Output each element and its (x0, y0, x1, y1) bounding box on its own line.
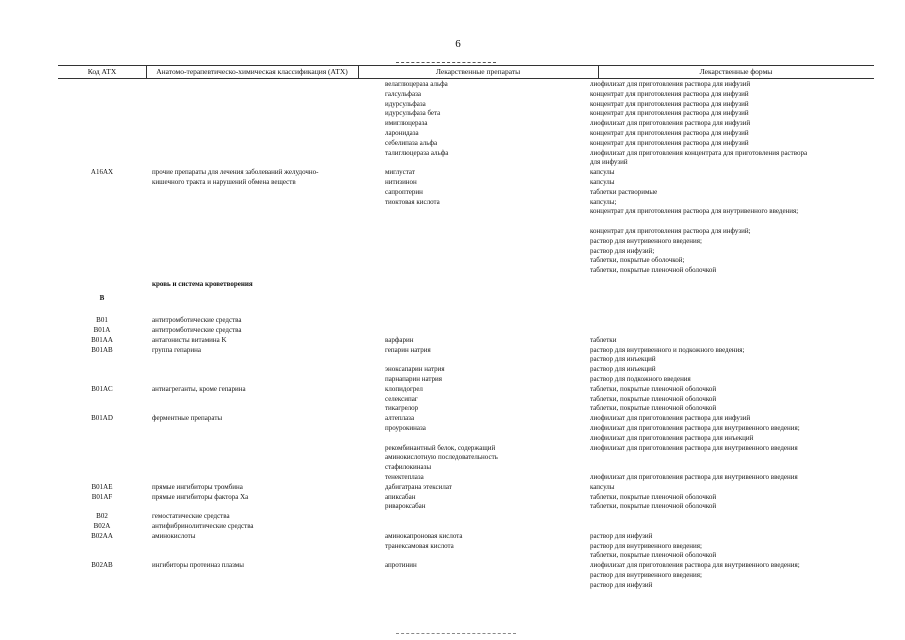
drug-cell: алтеплаза (385, 414, 415, 423)
atc-classification-cell: антитромботические средства (152, 325, 242, 334)
dosage-form-cell: раствор для инъекций (590, 355, 656, 364)
atc-classification-cell: антифибринолитические средства (152, 521, 254, 530)
atc-code-cell: B01AD (91, 414, 113, 423)
page-number: 6 (455, 38, 461, 50)
atc-classification-cell: аминокислоты (152, 531, 196, 540)
dosage-form-cell: лиофилизат для приготовления раствора для инфузий (590, 80, 751, 88)
drug-cell: дабигатрана этексилат (385, 482, 452, 491)
drug-cell: галсульфаза (385, 89, 421, 98)
atc-code-cell: B02AA (91, 531, 113, 540)
drug-cell: селексипаг (385, 394, 418, 403)
drug-cell: тиоктовая кислота (385, 197, 440, 206)
drug-cell: ларонидаза (385, 129, 419, 137)
dosage-form-cell: концентрат для приготовления раствора для инфузий (590, 138, 749, 147)
drug-cell: клопидогрел (385, 384, 423, 393)
drug-cell: гепарин натрия (385, 345, 431, 354)
drug-cell: аминокапроновая кислота (385, 531, 463, 540)
drug-cell: имиглюцераза (385, 119, 428, 128)
atc-classification-cell: прямые ингибиторы тромбина (152, 482, 243, 491)
drug-cell: апиксабан (385, 492, 416, 501)
dosage-form-cell: лиофилизат для приготовления раствора для инъекций (590, 433, 754, 442)
atc-classification-cell: антитромботические средства (152, 316, 242, 325)
dosage-form-cell: капсулы (590, 168, 615, 177)
dosage-form-cell: лиофилизат для приготовления раствора для инфузий (590, 414, 751, 423)
drug-cell: идурсульфаза бета (385, 109, 441, 118)
dosage-form-cell: концентрат для приготовления раствора для инфузий (590, 129, 749, 137)
table-header (58, 65, 874, 79)
dosage-form-cell: концентрат для приготовления раствора для инфузий (590, 109, 749, 118)
atc-code-cell: B01AA (91, 335, 113, 344)
drug-cell: тикагрелор (385, 404, 419, 413)
dosage-form-cell: таблетки, покрытые пленочной оболочкой (590, 266, 717, 275)
atc-classification-cell: группа гепарина (152, 345, 201, 354)
dosage-form-cell: таблетки, покрытые пленочной оболочкой (590, 551, 717, 560)
atc-classification-cell: гемостатические средства (152, 512, 230, 521)
drug-cell: велаглюцераза альфа (385, 80, 448, 88)
atc-code-cell: A16AX (90, 168, 114, 177)
atc-classification-cell: ингибиторы протеиназ плазмы (152, 561, 244, 570)
atc-code-cell: B01AF (91, 492, 113, 501)
dosage-form-cell: раствор для внутривенного введения; (590, 236, 702, 245)
drug-cell: варфарин (385, 335, 414, 344)
atc-code-cell: B02 (96, 512, 108, 521)
drug-cell: себелипаза альфа (385, 138, 438, 147)
dosage-form-cell: раствор для внутривенного введения; (590, 570, 702, 579)
dosage-form-cell: капсулы (590, 178, 615, 186)
dosage-form-cell: таблетки, покрытые пленочной оболочкой (590, 492, 717, 501)
dosage-form-cell: таблетки, покрытые пленочной оболочкой (590, 384, 717, 393)
atc-classification-cell: прямые ингибиторы фактора Xa (152, 492, 249, 501)
dosage-form-cell: капсулы (590, 482, 615, 491)
dosage-form-cell: лиофилизат для приготовления раствора для внутривенного введения (590, 443, 798, 452)
atc-code-cell: B01AE (91, 482, 113, 491)
drug-cell: проурокиназа (385, 423, 426, 432)
dosage-form-cell: раствор для инфузий; (590, 246, 655, 255)
header-drugs: Лекарственные препараты (435, 67, 521, 76)
drug-cell: ривароксабан (385, 502, 426, 511)
atc-classification-cell: кишечного тракта и нарушений обмена веществ (152, 178, 296, 186)
drug-cell: идурсульфаза (385, 99, 426, 108)
dosage-form-cell: капсулы; (590, 197, 617, 206)
dosage-form-cell: лиофилизат для приготовления раствора для инфузий (590, 119, 751, 128)
atc-code-cell: B02AB (91, 561, 113, 570)
dosage-form-cell: таблетки, покрытые пленочной оболочкой (590, 394, 717, 403)
atc-code-cell: B01AB (91, 345, 113, 354)
atc-classification-cell: кровь и система кроветворения (152, 279, 253, 288)
dosage-form-cell: концентрат для приготовления раствора для внутривенного введения; (590, 207, 799, 216)
header-dosage-forms: Лекарственные формы (699, 67, 773, 76)
dosage-form-cell: лиофилизат для приготовления раствора для внутривенного введения; (590, 561, 800, 570)
dosage-form-cell: таблетки растворимые (590, 187, 658, 196)
atc-code-cell: B02A (93, 521, 111, 530)
dosage-form-cell: концентрат для приготовления раствора для инфузий (590, 89, 749, 98)
footer-separator (396, 633, 516, 634)
dosage-form-cell: раствор для подкожного введения (590, 374, 691, 383)
dosage-form-cell: раствор для инфузий (590, 531, 653, 540)
drug-cell: эноксапарин натрия (385, 365, 445, 374)
atc-classification-cell: ферментные препараты (152, 414, 223, 423)
dosage-form-cell: для инфузий (590, 158, 628, 167)
drug-cell: рекомбинантный белок, содержащий (385, 443, 496, 452)
dosage-form-cell: таблетки, покрытые пленочной оболочкой (590, 404, 717, 413)
drug-cell: нитизинон (385, 178, 417, 186)
drug-cell: тенектеплаза (385, 472, 424, 481)
drug-cell: аминокислотную последовательность (385, 453, 498, 462)
atc-code-cell: B (99, 293, 105, 302)
atc-code-cell: B01 (96, 316, 108, 325)
dosage-form-cell: таблетки, покрытые пленочной оболочкой (590, 502, 717, 511)
dosage-form-cell: раствор для внутривенного введения; (590, 541, 702, 550)
drug-cell: парнапарин натрия (385, 374, 442, 383)
dosage-form-cell: таблетки, покрытые оболочкой; (590, 256, 685, 265)
dosage-form-cell: лиофилизат для приготовления раствора для внутривенного введения (590, 472, 798, 481)
atc-code-cell: B01AC (91, 384, 113, 393)
drug-cell: транексамовая кислота (385, 541, 454, 550)
atc-classification-cell: антиагреганты, кроме гепарина (152, 384, 246, 393)
dosage-form-cell: лиофилизат для приготовления раствора для внутривенного введения; (590, 423, 800, 432)
drug-cell: стафилокиназы (385, 463, 432, 472)
header-atc-classification: Анатомо-терапевтическо-химическая классификация (АТХ) (156, 67, 348, 76)
dosage-form-cell: концентрат для приготовления раствора для инфузий; (590, 227, 751, 235)
atc-classification-cell: прочие препараты для лечения заболеваний желудочно- (152, 168, 319, 177)
drug-cell: сапроптерин (385, 187, 423, 196)
header-separator (396, 62, 496, 63)
dosage-form-cell: лиофилизат для приготовления концентрата для приготовления раствора (590, 148, 808, 157)
drug-cell: талиглюцераза альфа (385, 148, 449, 157)
header-atc-code: Код АТХ (87, 67, 117, 76)
drug-cell: миглустат (385, 168, 415, 177)
dosage-form-cell: таблетки (590, 335, 617, 344)
dosage-form-cell: концентрат для приготовления раствора для инфузий (590, 99, 749, 108)
dosage-form-cell: раствор для инфузий (590, 580, 653, 589)
atc-classification-cell: антагонисты витамина K (152, 335, 227, 344)
drug-cell: апротинин (385, 561, 417, 570)
dosage-form-cell: раствор для инъекций (590, 365, 656, 374)
atc-code-cell: B01A (93, 325, 111, 334)
dosage-form-cell: раствор для внутривенного и подкожного введения; (590, 345, 745, 354)
